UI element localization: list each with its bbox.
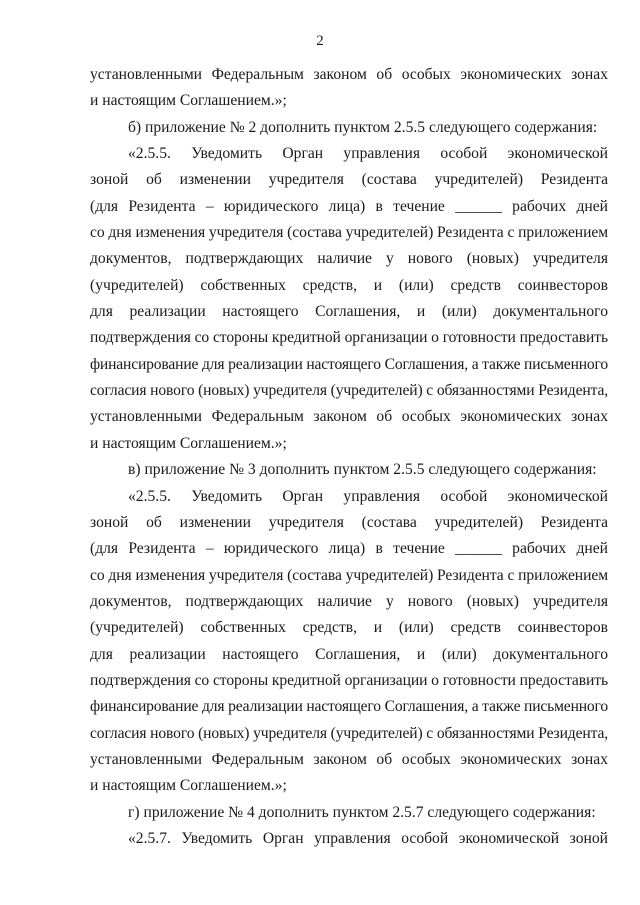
text-line: финансирование для реализации настоящего Соглашения, а также письменного — [90, 698, 609, 716]
document-body — [90, 62, 608, 852]
text-line: в) приложение № 3 дополнить пунктом 2.5.5 следующего содержания: — [128, 461, 597, 479]
text-line: документов, подтверждающих наличие у нового (новых) учредителя — [90, 592, 608, 610]
text-line: «2.5.5. Уведомить Орган управления особой экономической — [128, 145, 608, 163]
text-line: б) приложение № 2 дополнить пунктом 2.5.5 следующего содержания: — [128, 118, 598, 136]
text-line: и настоящим Соглашением.»; — [90, 92, 287, 110]
text-line: согласия нового (новых) учредителя (учредителей) с обязанностями Резидента, — [90, 382, 609, 400]
page-number: 2 — [316, 33, 324, 49]
text-line: со дня изменения учредителя (состава учредителей) Резидента с приложением — [90, 566, 608, 584]
text-line: г) приложение № 4 дополнить пунктом 2.5.7 следующего содержания: — [128, 803, 596, 821]
text-line: со дня изменения учредителя (состава учредителей) Резидента с приложением — [90, 224, 608, 242]
text-line: финансирование для реализации настоящего Соглашения, а также письменного — [90, 355, 609, 373]
text-line: и настоящим Соглашением.»; — [90, 777, 287, 795]
text-line: согласия нового (новых) учредителя (учредителей) с обязанностями Резидента, — [90, 724, 609, 742]
text-line: «2.5.5. Уведомить Орган управления особой экономической — [128, 487, 608, 505]
text-line: зоной об изменении учредителя (состава учредителей) Резидента — [90, 171, 608, 189]
text-line: для реализации настоящего Соглашения, и (или) документального — [90, 645, 608, 663]
text-line: (для Резидента – юридического лица) в течение ______ рабочих дней — [90, 197, 608, 215]
text-line: для реализации настоящего Соглашения, и (или) документального — [90, 303, 608, 321]
text-line: установленными Федеральным законом об особых экономических зонах — [90, 408, 608, 426]
text-line: и настоящим Соглашением.»; — [90, 434, 287, 452]
text-line: установленными Федеральным законом об особых экономических зонах — [90, 750, 608, 768]
text-line: (учредителей) собственных средств, и (или) средств соинвесторов — [90, 276, 608, 294]
text-line: подтверждения со стороны кредитной организации о готовности предоставить — [90, 671, 609, 689]
text-line: (учредителей) собственных средств, и (или) средств соинвесторов — [90, 619, 608, 637]
text-line: «2.5.7. Уведомить Орган управления особой экономической зоной — [128, 829, 608, 847]
text-line: установленными Федеральным законом об особых экономических зонах — [90, 66, 608, 83]
text-line: (для Резидента – юридического лица) в течение ______ рабочих дней — [90, 540, 608, 558]
text-line: документов, подтверждающих наличие у нового (новых) учредителя — [90, 250, 608, 268]
text-line: подтверждения со стороны кредитной организации о готовности предоставить — [90, 329, 609, 347]
text-line: зоной об изменении учредителя (состава учредителей) Резидента — [90, 513, 608, 531]
